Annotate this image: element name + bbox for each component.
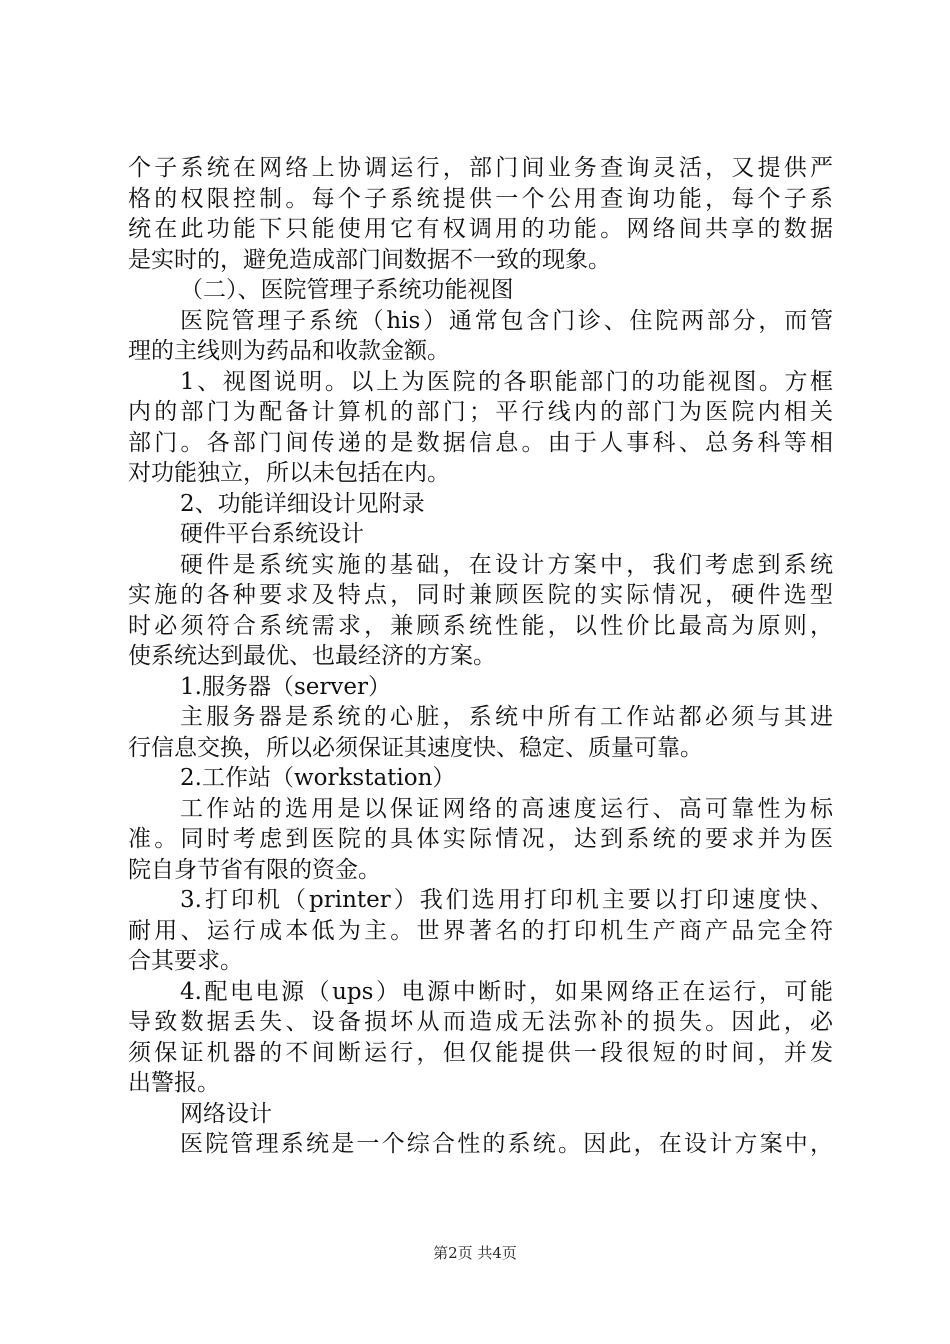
text-line: 3.打印机（printer）我们选用打印机主要以打印速度快、	[180, 887, 833, 913]
text-line: 医院管理子系统（his）通常包含门诊、住院两部分，而管	[180, 307, 833, 334]
text-line: 2、功能详细设计见附录	[180, 490, 425, 517]
text-line: 时必须符合系统需求，兼顾系统性能，以性价比最高为原则，	[128, 612, 833, 639]
text-line: 工作站的选用是以保证网络的高速度运行、高可靠性为标	[180, 795, 833, 822]
text-line: 格的权限控制。每个子系统提供一个公用查询功能，每个子系	[128, 185, 833, 212]
text-line: 对功能独立，所以未包括在内。	[128, 460, 450, 486]
text-line: 4.配电电源（ups）电源中断时，如果网络正在运行，可能	[180, 978, 833, 1005]
text-line: 合其要求。	[128, 948, 243, 974]
section-heading: 硬件平台系统设计	[180, 521, 364, 547]
text-line: 实施的各种要求及特点，同时兼顾医院的实际情况，硬件选型	[128, 582, 833, 608]
page-number-footer: 第2页 共4页	[433, 1244, 517, 1262]
subsection-heading: 1.服务器（server）	[180, 673, 391, 700]
text-line: 是实时的，避免造成部门间数据不一致的现象。	[128, 246, 611, 273]
text-line: 1、视图说明。以上为医院的各职能部门的功能视图。方框	[180, 368, 833, 395]
text-line: 个子系统在网络上协调运行，部门间业务查询灵活，又提供严	[128, 155, 833, 181]
section-heading: 网络设计	[180, 1100, 272, 1127]
text-line: 须保证机器的不间断运行，但仅能提供一段很短的时间，并发	[128, 1039, 833, 1066]
text-line: 准。同时考虑到医院的具体实际情况，达到系统的要求并为医	[128, 826, 833, 852]
text-line: 行信息交换，所以必须保证其速度快、稳定、质量可靠。	[128, 734, 703, 761]
text-line: 内的部门为配备计算机的部门；平行线内的部门为医院内相关	[128, 399, 833, 425]
subsection-heading: 2.工作站（workstation）	[180, 765, 456, 791]
document-body	[128, 153, 833, 1160]
text-line: 使系统达到最优、也最经济的方案。	[128, 643, 496, 669]
text-line: 硬件是系统实施的基础，在设计方案中，我们考虑到系统	[180, 551, 833, 578]
section-heading: （二）、医院管理子系统功能视图	[180, 277, 514, 303]
text-line: 耐用、运行成本低为主。世界著名的打印机生产商产品完全符	[128, 917, 833, 944]
text-line: 统在此功能下只能使用它有权调用的功能。网络间共享的数据	[128, 216, 833, 242]
text-line: 理的主线则为药品和收款金额。	[128, 338, 450, 364]
text-line: 院自身节省有限的资金。	[128, 856, 381, 883]
text-line: 主服务器是系统的心脏，系统中所有工作站都必须与其进	[180, 704, 833, 730]
text-line: 出警报。	[128, 1070, 220, 1096]
text-line: 导致数据丢失、设备损坏从而造成无法弥补的损失。因此，必	[128, 1009, 833, 1035]
text-line: 医院管理系统是一个综合性的系统。因此，在设计方案中，	[180, 1131, 833, 1157]
text-line: 部门。各部门间传递的是数据信息。由于人事科、总务科等相	[128, 429, 833, 456]
